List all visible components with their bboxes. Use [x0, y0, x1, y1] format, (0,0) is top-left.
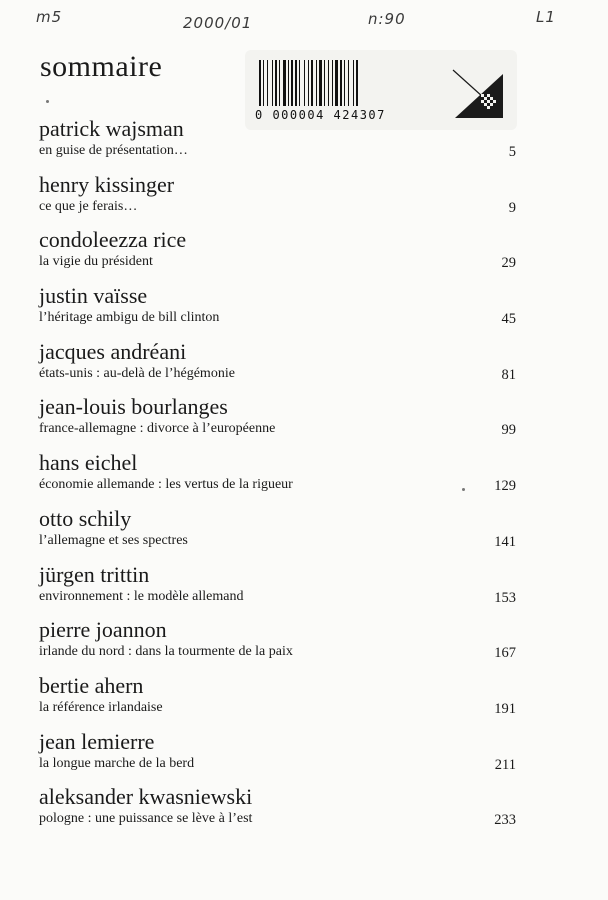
table-of-contents: [0, 113, 608, 837]
barcode-icon: [257, 60, 437, 106]
toc-article-title: environnement : le modèle allemand: [39, 588, 244, 604]
toc-author: jürgen trittin: [39, 561, 150, 587]
toc-page-number: 99: [501, 422, 516, 439]
barcode-number: 0 000004 424307: [255, 108, 386, 122]
toc-page-number: 153: [494, 589, 516, 606]
toc-article-title: la vigie du président: [39, 254, 153, 270]
toc-entry: [0, 503, 608, 559]
toc-article-title: pologne : une puissance se lève à l’est: [39, 811, 253, 827]
handwritten-note-1: m5: [36, 8, 63, 26]
toc-article-title: irlande du nord : dans la tourmente de la paix: [39, 644, 293, 660]
scan-speck: [46, 100, 49, 103]
page-title: sommaire: [40, 50, 163, 83]
toc-author: jean lemierre: [39, 728, 155, 754]
toc-entry: [0, 614, 608, 670]
toc-entry: [0, 280, 608, 336]
toc-author: jacques andréani: [39, 338, 187, 364]
toc-page-number: 29: [501, 255, 516, 272]
handwritten-note-2: 2000/01: [183, 14, 253, 32]
toc-page-number: 129: [494, 478, 516, 495]
toc-article-title: états-unis : au-delà de l’hégémonie: [39, 365, 235, 381]
toc-page-number: 45: [501, 311, 516, 328]
toc-author: bertie ahern: [39, 672, 144, 698]
toc-article-title: économie allemande : les vertus de la rigueur: [39, 477, 293, 493]
toc-entry: [0, 113, 608, 169]
toc-article-title: france-allemagne : divorce à l’européenne: [39, 421, 276, 437]
toc-page-number: 141: [494, 533, 516, 550]
publisher-logo-icon: [445, 64, 505, 120]
toc-author: aleksander kwasniewski: [39, 784, 253, 810]
toc-page-number: 81: [501, 366, 516, 383]
toc-entry: [0, 336, 608, 392]
toc-entry: [0, 670, 608, 726]
toc-page-number: 233: [494, 812, 516, 829]
toc-article-title: ce que je ferais…: [39, 198, 138, 214]
toc-article-title: l’héritage ambigu de bill clinton: [39, 310, 220, 326]
toc-entry: [0, 447, 608, 503]
toc-article-title: l’allemagne et ses spectres: [39, 532, 188, 548]
toc-page-number: 167: [494, 645, 516, 662]
toc-entry: [0, 391, 608, 447]
toc-entry: [0, 224, 608, 280]
handwritten-note-3: n:90: [368, 10, 406, 28]
toc-article-title: la longue marche de la berd: [39, 755, 195, 771]
toc-entry: [0, 559, 608, 615]
handwritten-note-4: L1: [536, 8, 556, 26]
toc-entry: [0, 726, 608, 782]
toc-author: jean-louis bourlanges: [39, 394, 228, 420]
toc-author: condoleezza rice: [39, 227, 187, 253]
toc-article-title: en guise de présentation…: [39, 143, 188, 158]
toc-author: henry kissinger: [39, 171, 175, 197]
toc-entry: [0, 781, 608, 837]
toc-author: hans eichel: [39, 450, 138, 476]
toc-author: otto schily: [39, 505, 132, 531]
toc-page-number: 9: [508, 199, 516, 216]
toc-article-title: la référence irlandaise: [39, 699, 163, 715]
toc-page-number: 211: [494, 756, 516, 773]
toc-author: pierre joannon: [39, 617, 167, 643]
toc-page-number: 191: [494, 700, 516, 717]
toc-author: patrick wajsman: [39, 116, 184, 141]
toc-page-number: 5: [508, 144, 516, 160]
toc-entry: [0, 169, 608, 225]
toc-author: justin vaïsse: [39, 283, 148, 309]
